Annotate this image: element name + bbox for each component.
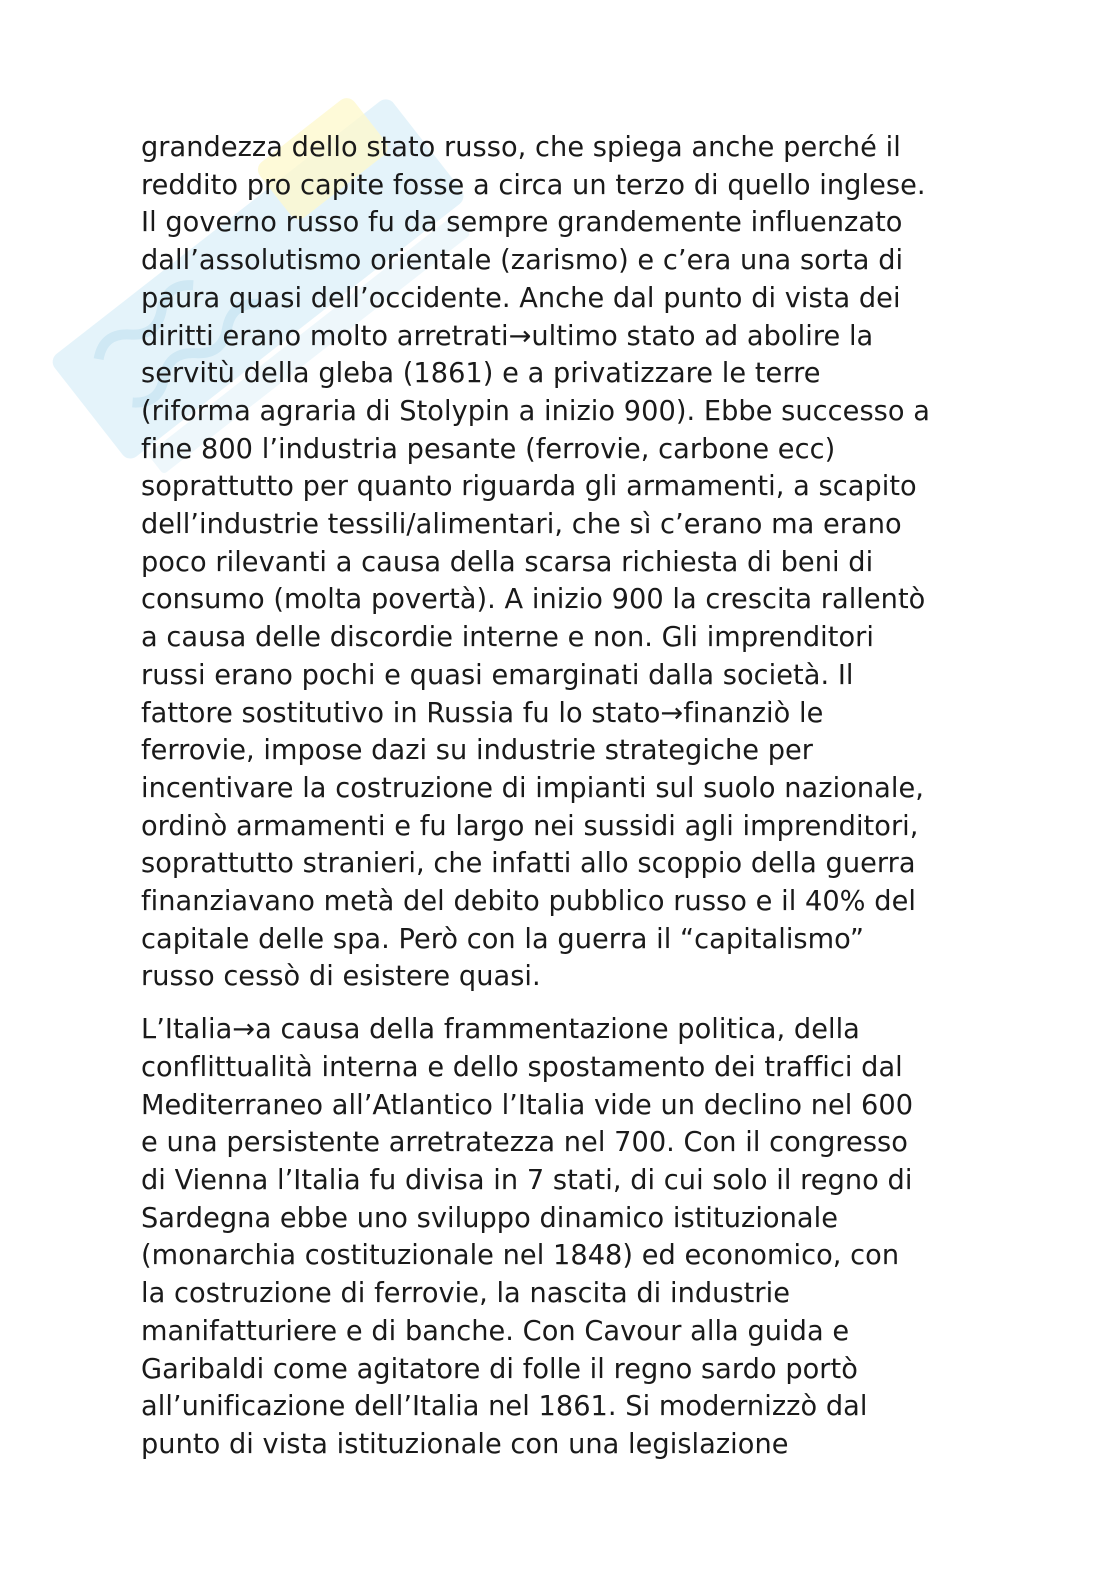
text-line: punto di vista istituzionale con una legislazione (141, 1428, 789, 1460)
text-line: la costruzione di ferrovie, la nascita di industrie (141, 1278, 790, 1310)
text-line: dall’assolutismo orientale (zarismo) e c’era una sorta di (141, 245, 904, 277)
text-line: grandezza dello stato russo, che spiega anche perché il (141, 132, 901, 163)
text-line: a causa delle discordie interne e non. Gli imprenditori (141, 622, 874, 654)
text-line: russo cessò di esistere quasi. (141, 961, 541, 993)
text-line: soprattutto per quanto riguarda gli armamenti, a scapito (141, 471, 917, 503)
text-line: paura quasi dell’occidente. Anche dal punto di vista dei (141, 282, 901, 314)
paragraph-russia (141, 129, 1021, 996)
text-line: finanziavano metà del debito pubblico russo e il 40% del (141, 886, 916, 918)
text-line: capitale delle spa. Però con la guerra il “capitalismo” (141, 923, 865, 955)
text-line: Garibaldi come agitatore di folle il regno sardo portò (141, 1353, 858, 1385)
text-line: diritti erano molto arretrati→ultimo stato ad abolire la (141, 320, 874, 352)
text-line: poco rilevanti a causa della scarsa richiesta di beni di (141, 546, 874, 578)
text-line: russi erano pochi e quasi emarginati dalla società. Il (141, 659, 854, 691)
text-line: dell’industrie tessili/alimentari, che sì c’erano ma erano (141, 509, 902, 541)
text-line: (monarchia costituzionale nel 1848) ed economico, con (141, 1240, 900, 1272)
paragraph-italy (141, 1011, 1021, 1463)
text-line: e una persistente arretratezza nel 700. Con il congresso (141, 1127, 908, 1159)
text-line: L’Italia→a causa della frammentazione politica, della (141, 1014, 860, 1046)
text-line: Il governo russo fu da sempre grandemente influenzato (141, 207, 903, 239)
text-line: reddito pro capite fosse a circa un terzo di quello inglese. (141, 169, 926, 201)
text-line: consumo (molta povertà). A inizio 900 la crescita rallentò (141, 584, 926, 616)
text-line: servitù della gleba (1861) e a privatizzare le terre (141, 358, 821, 390)
document-body (141, 129, 1021, 1464)
text-line: Sardegna ebbe uno sviluppo dinamico istituzionale (141, 1202, 838, 1234)
text-line: incentivare la costruzione di impianti sul suolo nazionale, (141, 772, 924, 804)
text-line: ferrovie, impose dazi su industrie strategiche per (141, 735, 814, 767)
text-line: di Vienna l’Italia fu divisa in 7 stati, di cui solo il regno di (141, 1164, 913, 1196)
text-line: manifatturiere e di banche. Con Cavour alla guida e (141, 1315, 850, 1347)
paragraph-spacer (141, 996, 1021, 1011)
text-line: ordinò armamenti e fu largo nei sussidi agli imprenditori, (141, 810, 919, 842)
text-line: Mediterraneo all’Atlantico l’Italia vide un declino nel 600 (141, 1089, 914, 1121)
text-line: conflittualità interna e dello spostamento dei traffici dal (141, 1051, 903, 1083)
text-line: soprattutto stranieri, che infatti allo scoppio della guerra (141, 848, 916, 880)
text-line: fine 800 l’industria pesante (ferrovie, carbone ecc) (141, 433, 836, 465)
text-line: all’unificazione dell’Italia nel 1861. Si modernizzò dal (141, 1391, 868, 1423)
text-line: (riforma agraria di Stolypin a inizio 900). Ebbe successo a (141, 395, 930, 427)
text-line: fattore sostitutivo in Russia fu lo stato→finanziò le (141, 697, 824, 729)
